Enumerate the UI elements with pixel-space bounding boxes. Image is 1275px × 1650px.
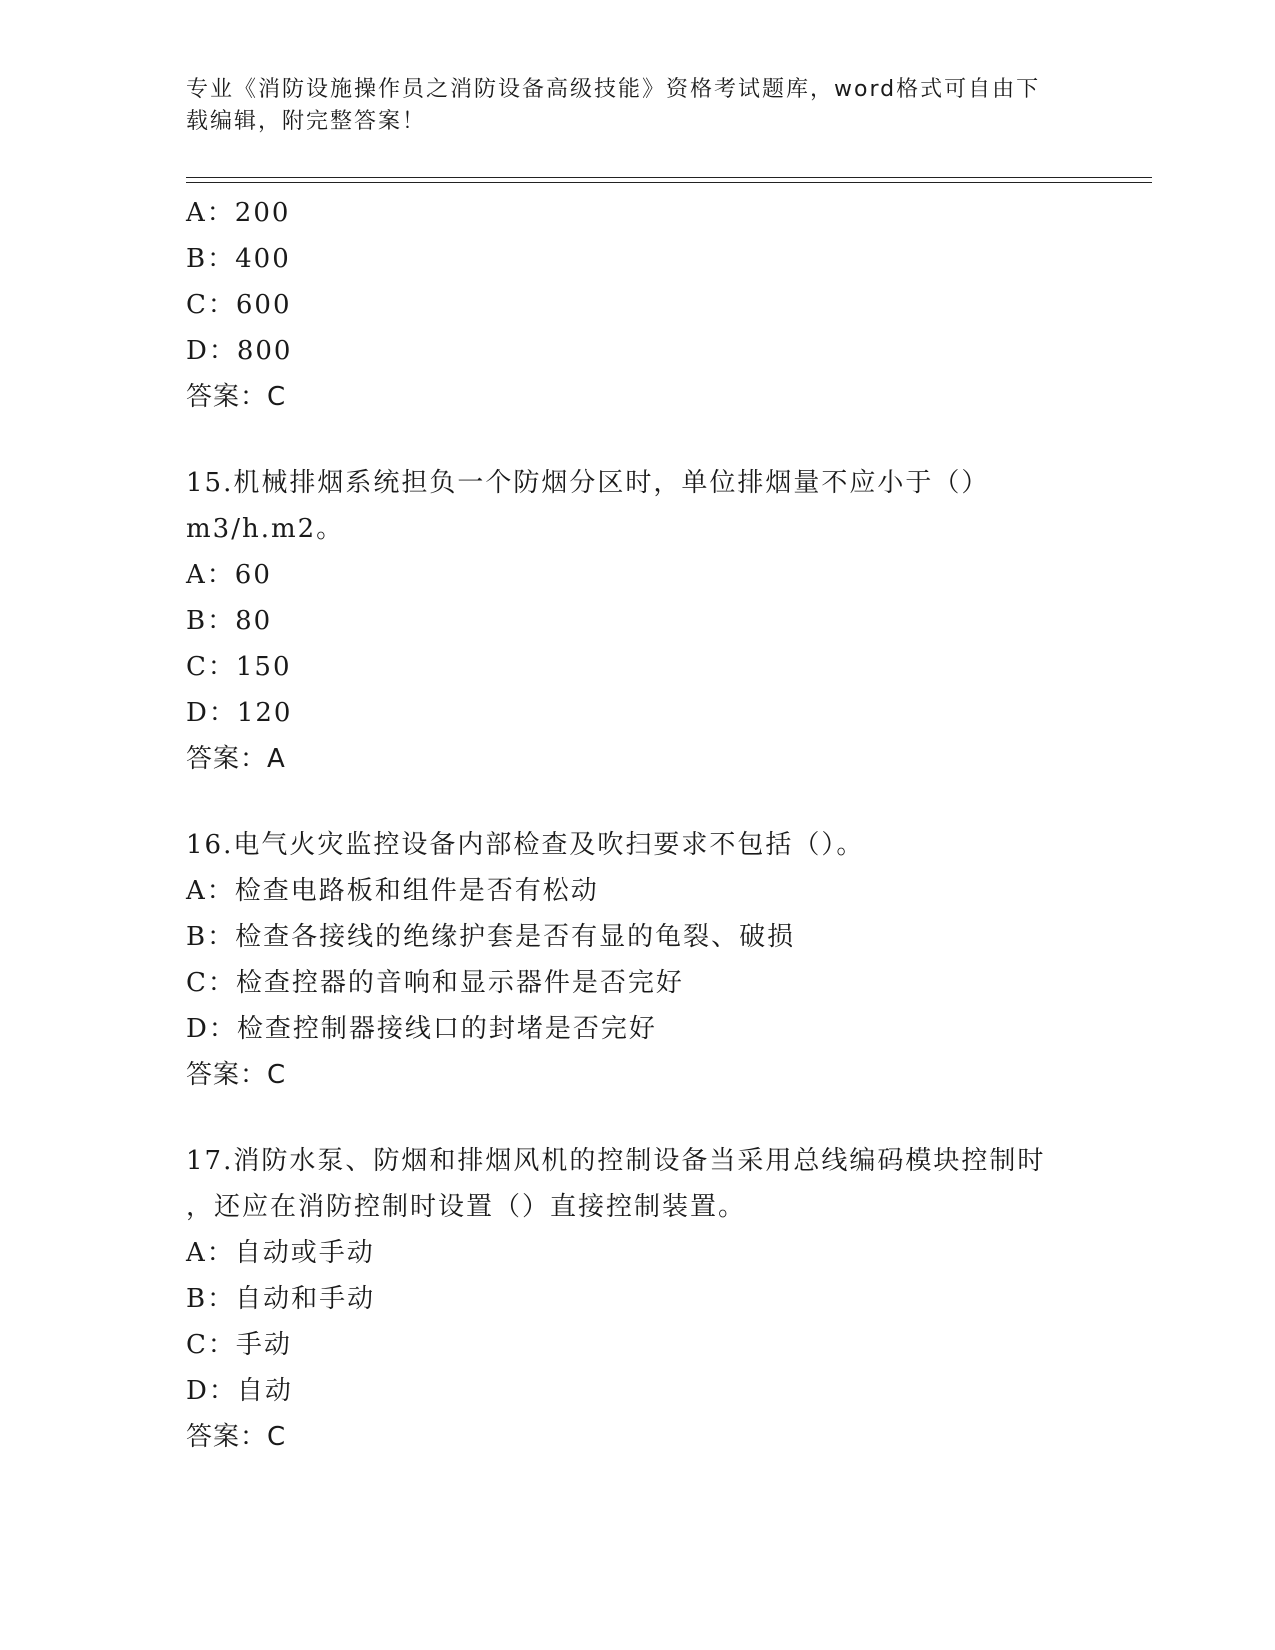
spacer <box>186 420 1086 460</box>
header-line-1: 专业《消防设施操作员之消防设备高级技能》资格考试题库，word格式可自由下 <box>186 77 1041 102</box>
question-text-cont: m3/h.m2。 <box>186 514 345 544</box>
option-b: B：80 <box>186 606 273 636</box>
option-b: B：检查各接线的绝缘护套是否有显的龟裂、破损 <box>186 922 796 952</box>
question-list <box>186 190 1086 1460</box>
option-b: B：400 <box>186 244 291 274</box>
option-d: D：检查控制器接线口的封堵是否完好 <box>186 1014 657 1044</box>
document-header <box>186 74 1086 138</box>
question-block-14 <box>186 190 1086 420</box>
answer-line: 答案：A <box>186 744 286 774</box>
question-text: 16.电气火灾监控设备内部检查及吹扫要求不包括（）。 <box>186 830 865 860</box>
option-a: A：60 <box>186 560 272 590</box>
option-b: B：自动和手动 <box>186 1284 376 1314</box>
answer-line: 答案：C <box>186 1422 287 1452</box>
option-a: A：自动或手动 <box>186 1238 375 1268</box>
option-c: C：150 <box>186 652 292 682</box>
option-c: C：600 <box>186 290 292 320</box>
option-c: C：手动 <box>186 1330 292 1360</box>
option-a: A：200 <box>186 198 291 228</box>
option-d: D：120 <box>186 698 293 728</box>
answer-line: 答案：C <box>186 382 287 412</box>
option-d: D：自动 <box>186 1376 293 1406</box>
spacer <box>186 782 1086 822</box>
question-block-17 <box>186 1138 1086 1460</box>
question-block-16 <box>186 822 1086 1098</box>
header-divider-bottom <box>186 182 1152 183</box>
question-block-15 <box>186 460 1086 782</box>
option-d: D：800 <box>186 336 293 366</box>
question-text: 17.消防水泵、防烟和排烟风机的控制设备当采用总线编码模块控制时 <box>186 1146 1046 1176</box>
header-divider-top <box>186 177 1152 178</box>
header-line-2: 载编辑，附完整答案！ <box>186 109 427 134</box>
answer-line: 答案：C <box>186 1060 287 1090</box>
option-c: C：检查控器的音响和显示器件是否完好 <box>186 968 684 998</box>
question-text: 15.机械排烟系统担负一个防烟分区时，单位排烟量不应小于（） <box>186 468 990 498</box>
spacer <box>186 1098 1086 1138</box>
question-text-cont: ，还应在消防控制时设置（）直接控制装置。 <box>186 1192 747 1222</box>
option-a: A：检查电路板和组件是否有松动 <box>186 876 599 906</box>
